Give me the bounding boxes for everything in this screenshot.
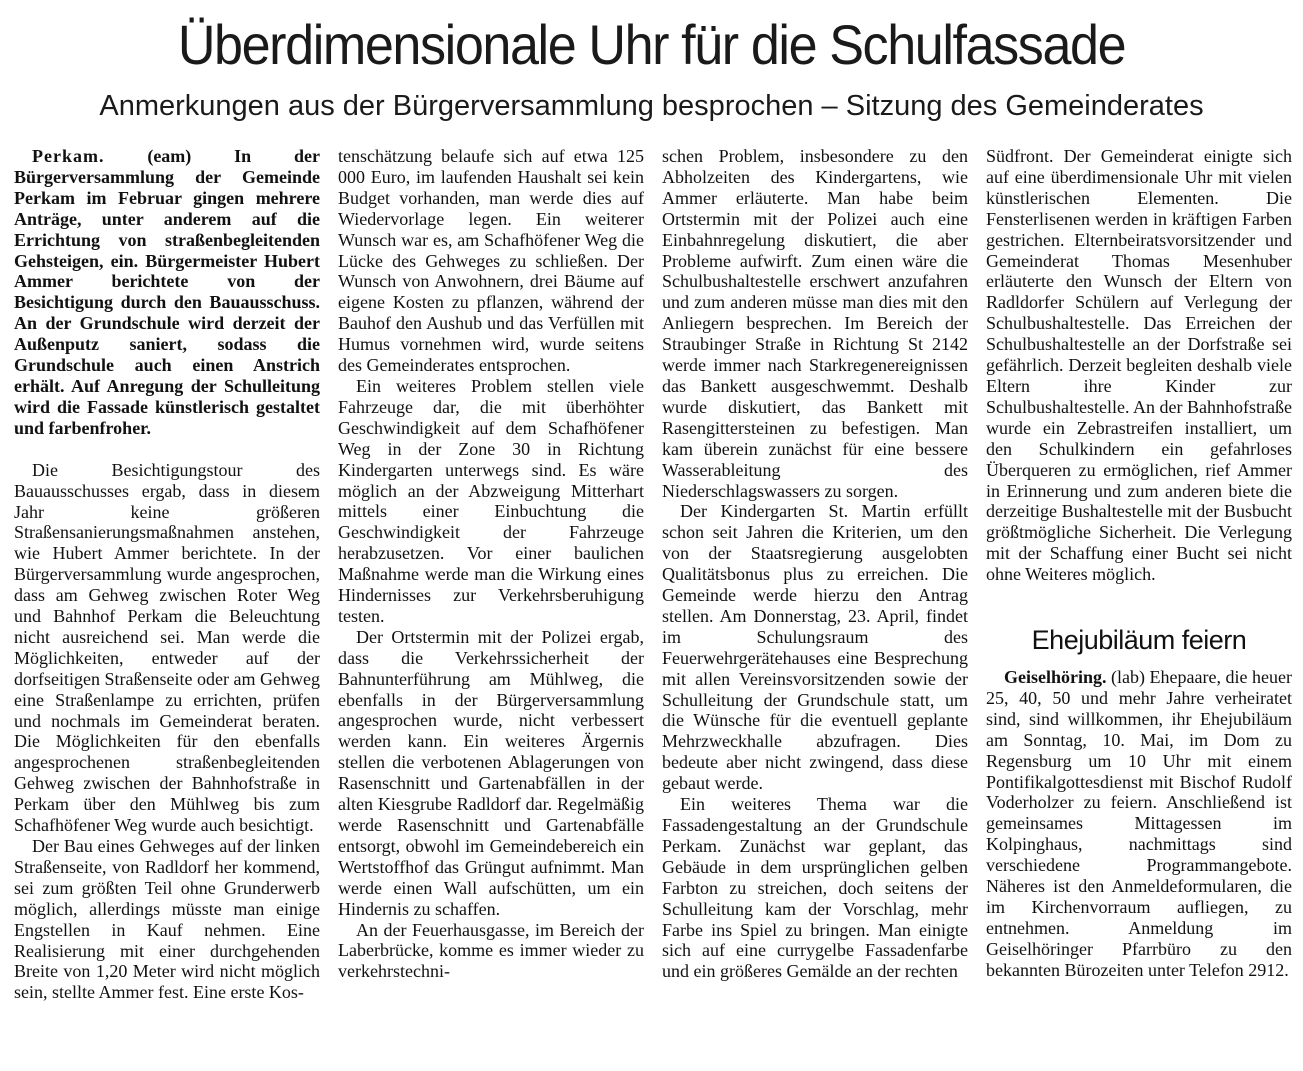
sidebar-dateline: Geiselhöring. [1004, 667, 1107, 688]
article-lead-text: (eam) In der Bürgerversammlung der Gemeinde Perkam im Februar gingen mehrere Anträge, unter anderem auf die Errichtung von straßenbegleitenden Gehsteigen, ein. Bürgermeister Hubert Ammer berichtete von der Besichtigung durch den Bauausschuss. An der Grundschule wird derzeit der Außenputz saniert, sodass die Grundschule auch einen Anstrich erhält. Auf Anregung der Schulleitung wird die Fassade künstlerisch gestaltet und farbenfroher. [14, 146, 320, 438]
sidebar-article [986, 623, 1292, 981]
article-headline: Überdimensionale Uhr für die Schulfassade [177, 13, 1126, 76]
body-paragraph: Der Bau eines Gehweges auf der linken Straßenseite, von Radldorf her kommend, sei zum größten Teil ohne Grunderwerb möglich, allerdings müsste man einige Engstellen in Kauf nehmen. Eine Realisierung mit einer durchgehenden Breite von 1,20 Meter wird nicht möglich sein, stellte Ammer fest. Eine erste Kos- [14, 836, 320, 1003]
body-paragraph-continued: schen Problem, insbesondere zu den Abholzeiten des Kindergartens, wie Ammer erläuterte. Man habe beim Ortstermin mit der Polizei auch eine Einbahnregelung diskutiert, die aber Probleme aufwirft. Zum einen wäre die Schulbushaltestelle erschwert anzufahren und zum anderen müsse man dies mit den Anliegern besprechen. Im Bereich der Straubinger Straße in Richtung St 2142 werde immer nach Starkregenereignissen das Bankett ausgeschwemmt. Deshalb wurde diskutiert, das Bankett mit Rasengittersteinen zu befestigen. Man kam überein zunächst für eine bessere Wasserableitung des Niederschlagswassers zu sorgen. [662, 146, 968, 501]
sidebar-body [986, 667, 1292, 981]
text-column-2 [338, 146, 644, 982]
body-paragraph: Ein weiteres Thema war die Fassadengestaltung an der Grundschule Perkam. Zunächst war geplant, das Gebäude in dem ursprünglichen gelben Farbton zu streichen, doch seitens der Schulleitung kam der Vorschlag, mehr Farbe ins Spiel zu bringen. Man einigte sich auf eine currygelbe Fassadenfarbe und ein größeres Gemälde an der rechten [662, 794, 968, 982]
body-paragraph: Ein weiteres Problem stellen viele Fahrzeuge dar, die mit überhöhter Geschwindigkeit auf dem Schafhöfener Weg in der Zone 30 in Richtung Kindergarten unterwegs sind. Es wäre möglich an der Abzweigung Mitterhart mittels einer Einbuchtung die Geschwindigkeit der Fahrzeuge herabzusetzen. Vor einer baulichen Maßnahme werde man die Wirkung eines Hindernisses zur Verkehrsberuhigung testen. [338, 375, 644, 626]
text-column-4 [986, 146, 1292, 981]
sidebar-headline: Ehejubiläum feiern [1031, 625, 1247, 656]
article-subheadline: Anmerkungen aus der Bürgerversammlung besprochen – Sitzung des Gemeinderates [99, 90, 1204, 122]
article-lead [14, 146, 320, 439]
body-paragraph-continued: Südfront. Der Gemeinderat einigte sich auf eine überdimensionale Uhr mit vielen künstlerischen Elementen. Die Fensterlisenen werden in kräftigen Farben gestrichen. Elternbeiratsvorsitzender und Gemeinderat Thomas Mesenhuber erläuterte den Wunsch der Eltern von Radldorfer Schülern auf Verlegung der Schulbushaltestelle. Das Erreichen der Schulbushaltestelle an der Dorfstraße sei gefährlich. Derzeit begleiten deshalb viele Eltern ihre Kinder zur Schulbushaltestelle. An der Bahnhofstraße wurde ein Zebrastreifen installiert, um den Schulkindern ein gefahrloses Überqueren zu ermöglichen, rief Ammer in Erinnerung und zum anderen biete die derzeitige Bushaltestelle mit der Busbucht größtmögliche Sicherheit. Die Verlegung mit der Schaffung einer Bucht sei nicht ohne Weiteres möglich. [986, 146, 1292, 585]
body-paragraph: Der Ortstermin mit der Polizei ergab, dass die Verkehrssicherheit der Bahnunterführung am Mühlweg, die ebenfalls in der Bürgerversammlung angesprochen wurde, nicht verbessert werden kann. Ein weiteres Ärgernis stellen die verbotenen Ablagerungen von Rasenschnitt und Gartenabfällen in der alten Kiesgrube Radldorf dar. Regelmäßig werde Rasenschnitt und Gartenabfälle entsorgt, obwohl im Gemeindebereich ein Wertstoffhof das Grüngut aufnimmt. Man werde einen Wall aufschütten, um ein Hindernis zu schaffen. [338, 626, 644, 919]
text-column-3 [662, 146, 968, 982]
text-column-1 [14, 146, 320, 1003]
body-paragraph: Der Kindergarten St. Martin erfüllt schon seit Jahren die Kriterien, um den von der Staatsregierung ausgelobten Qualitätsbonus plus zu erreichen. Die Gemeinde werde hierzu den Antrag stellen. Am Donnerstag, 23. April, findet im Schulungsraum des Feuerwehrgerätehauses eine Besprechung mit allen Vereinsvorsitzenden sowie der Schulleitung der Grundschule statt, um die Wünsche für die eventuell geplante Mehrzweckhalle abzufragen. Dies bedeute aber nicht zwingend, dass diese gebaut werde. [662, 501, 968, 794]
sidebar-body-text: (lab) Ehepaare, die heuer 25, 40, 50 und mehr Jahre verheiratet sind, sind willkommen, ihr Ehejubiläum am Sonntag, 10. Mai, im Dom zu Regensburg um 10 Uhr mit einem Pontifikalgottesdienst mit Bischof Rudolf Voderholzer zu feiern. Anschließend ist gemeinsames Mittagessen im Kolpinghaus, nachmittags sind verschiedene Programmangebote. Näheres ist den Anmeldeformularen, die im Kirchenvorraum aufliegen, zu entnehmen. Anmeldung im Geiselhöringer Pfarrbüro zu den bekannten Bürozeiten unter Telefon 2912. [986, 667, 1292, 980]
body-paragraph: Die Besichtigungstour des Bauausschusses ergab, dass in diesem Jahr keine größeren Straßensanierungsmaßnahmen anstehen, wie Hubert Ammer berichtete. In der Bürgerversammlung wurde angesprochen, dass am Gehweg zwischen Roter Weg und Bahnhof Perkam die Beleuchtung nicht ausreichend sei. Man werde die Möglichkeiten, entweder auf der dorfseitigen Straßenseite oder am Gehweg eine Straßenlampe zu errichten, prüfen und nochmals im Gemeinderat beraten. Die Möglichkeiten für den ebenfalls angesprochenen straßenbegleitenden Gehweg zwischen der Bahnhofstraße in Perkam über den Mühlweg bis zum Schafhöfener Weg wurde auch besichtigt. [14, 459, 320, 836]
body-paragraph-continued: tenschätzung belaufe sich auf etwa 125 000 Euro, im laufenden Haushalt sei kein Budget vorhanden, man werde dies auf Wiedervorlage legen. Ein weiterer Wunsch war es, am Schafhöfener Weg die Lücke des Gehweges zu schließen. Der Wunsch von Anwohnern, drei Bäume auf eigene Kosten zu pflanzen, während der Bauhof den Aushub und das Verfüllen mit Humus vornehmen wird, wurde seitens des Gemeinderates entsprochen. [338, 146, 644, 376]
article-dateline: Perkam. [32, 146, 105, 166]
body-paragraph: An der Feuerhausgasse, im Bereich der Laberbrücke, komme es immer wieder zu verkehrstechni- [338, 919, 644, 982]
